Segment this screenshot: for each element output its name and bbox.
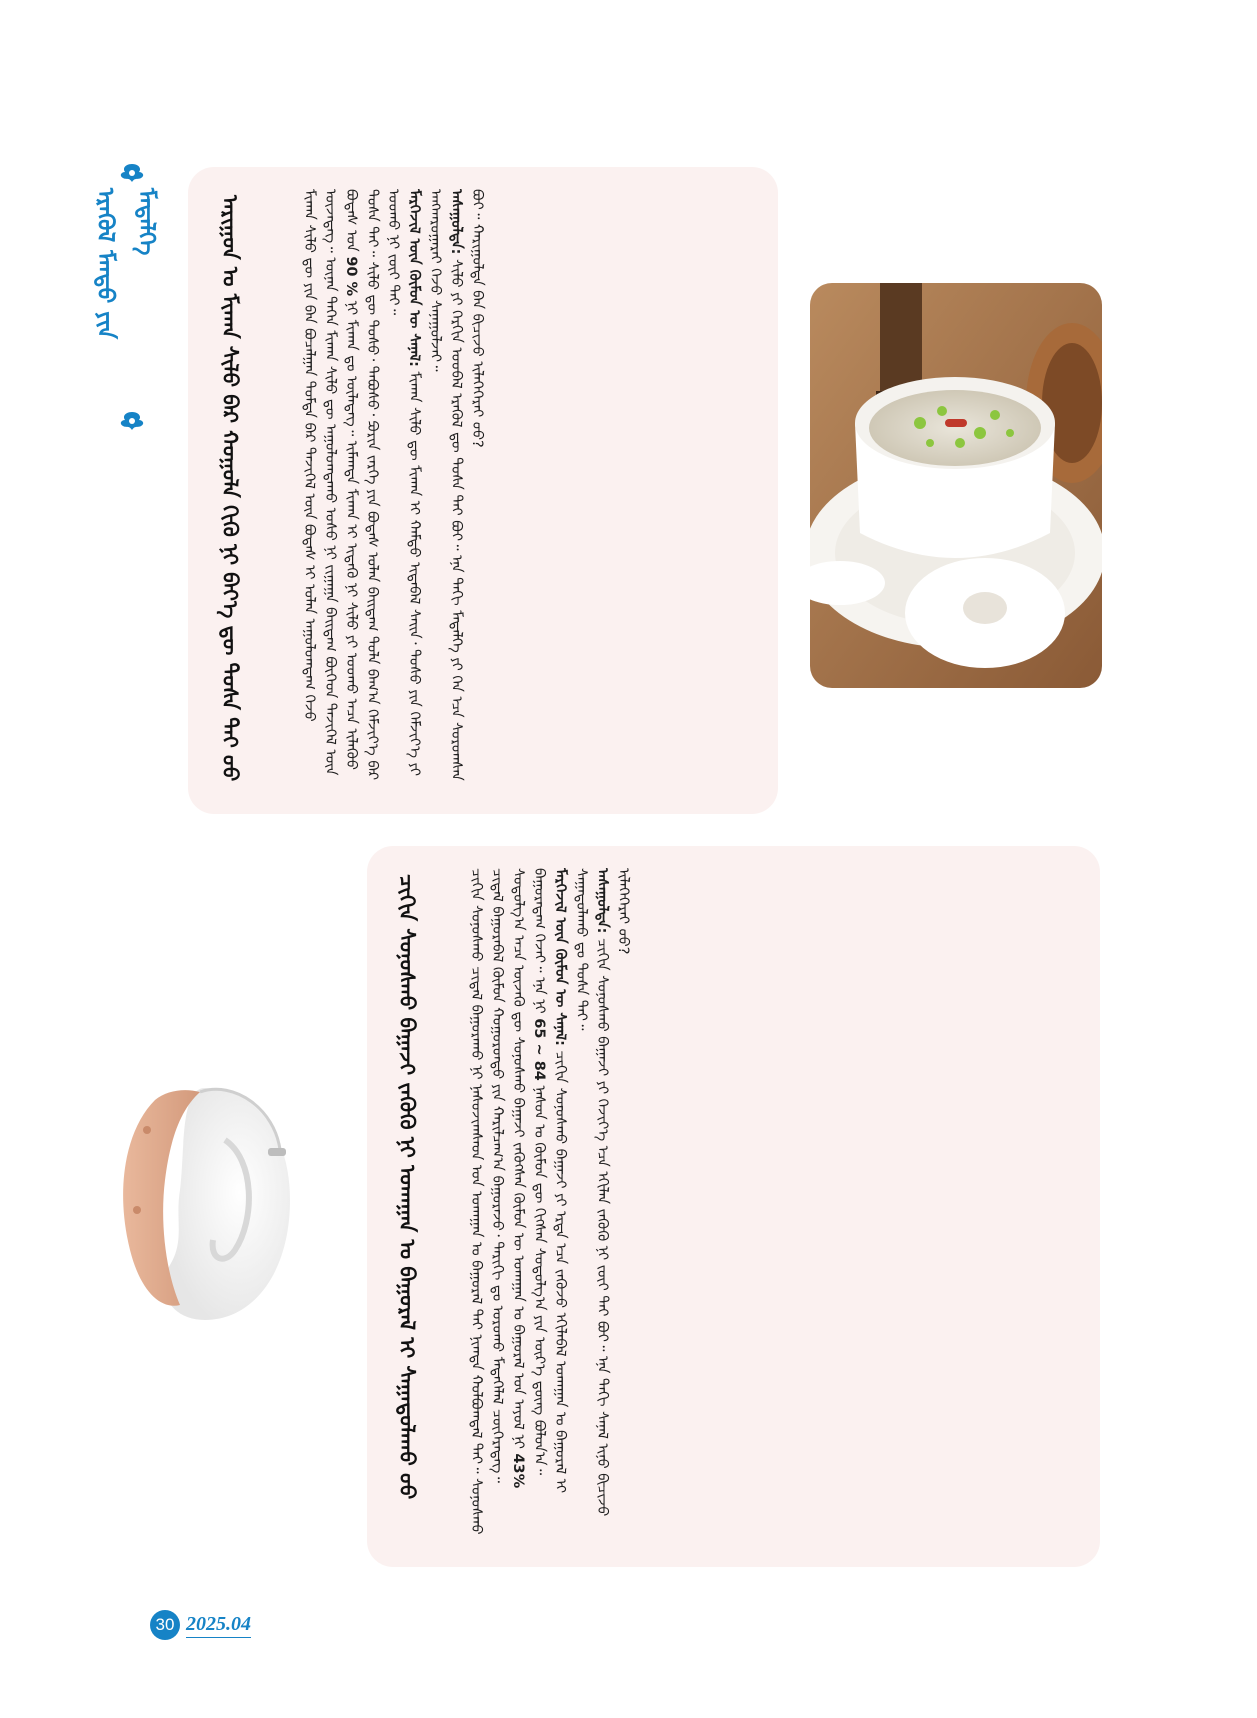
article-panel-soup — [188, 167, 778, 814]
article-body — [465, 868, 1076, 1543]
expert-text: ᠴᠢᠬᠢᠨ ᠰᠣᠨᠣᠰᠬᠤ ᠪᠠᠭᠠᠵᠢ ᠶᠢ ᠡᠷᠲᠡ ᠡᠴᠡ ᠵᠡᠭᠦᠵᠦ ᠡᠬᠢᠯᠡᠪᠡᠯ ᠤᠬᠠᠭᠠᠨ ᠤ ᠪᠠᠭᠤᠷᠠᠯ ᠢ ᠰᠠᠭᠠᠲᠤᠯᠠᠬᠤ ᠳᠤ ᠲᠤᠰᠠ ᠲᠠᠢ᠃ — [552, 868, 590, 1498]
soup-photo — [810, 283, 1102, 688]
expert-label: ᠮᠡᠷᠭᠡᠵᠢᠯ ᠦᠨ ᠬᠦᠮᠦᠨ ᠦ ᠰᠠᠨᠠᠯ: — [406, 189, 423, 367]
body-text: ᠮᠢᠬᠠᠨ ᠰᠢᠯᠦ ᠳᠦ ᠶᠢᠨ ᠪᠠᠨ ᠪᠤᠴᠠᠯᠭᠠᠨ ᠳᠤᠮᠳᠠ ᠪᠠᠷ ᠲᠡᠵᠢᠭᠡᠯ ᠦᠨ ᠪᠣᠳᠠᠰ ᠢ ᠣᠯᠠᠨ ᠠᠭᠤᠯᠤᠭᠳᠠᠭ ᠭᠡᠵᠦ ᠦᠵᠡᠳᠡᠭ᠃ ᠦᠨᠡᠨ ᠳᠡᠭᠡᠨ ᠮᠢᠬᠠᠨ ᠰᠢᠯᠦ ᠳᠦ ᠠᠭᠤᠯᠤᠭᠳᠠᠬᠤ ᠤᠰᠤ ᠨᠢ ᠵᠢᠭᠠᠭᠠ ᠪᠠᠢᠳᠠᠭ ᠪᠥᠭᠡᠳ ᠲᠡᠵᠢᠭᠡᠯ ᠦᠨ ᠪᠣᠳᠠᠰ ᠤᠨ — [301, 189, 360, 780]
body-text: ᠪᠠᠭᠤᠷᠠᠳᠠᠭ ᠭᠡᠵᠡᠢ᠃ ᠡᠨᠡ ᠨᠢ — [531, 868, 548, 1014]
body-text: ᠴᠢᠬᠢᠨ ᠰᠣᠨᠣᠰᠬᠤ ᠴᠢᠳᠠᠯ ᠪᠠᠭᠤᠷᠠᠬᠤ ᠨᠢ ᠨᠠᠰᠤᠵᠢᠭᠰᠠᠳ ᠤᠨ ᠤᠬᠠᠭᠠᠨ ᠤ ᠪᠠᠭᠤᠷᠠᠯ ᠲᠠᠢ ᠨᠢᠭᠲᠠ ᠬᠣᠯᠪᠣᠭᠳᠠᠯ ᠲᠠᠢ᠃ ᠰᠣᠨᠣᠰᠬᠤ ᠴᠢᠳᠠᠯ ᠪᠠᠭᠤᠷᠠᠪᠠᠯ ᠬᠦᠮᠦᠨ ᠬᠣᠭᠣᠷᠣᠨᠳᠣ ᠶᠢᠨ ᠬᠠᠷᠢᠯᠴᠠᠭ᠎ᠠ ᠪᠠᠭᠤᠷᠠᠵᠤ᠂ ᠲᠠᠷᠢᠬᠢ ᠳᠤ ᠣᠷᠣᠬᠤ ᠮᠡᠳᠡᠭᠡᠯᠡᠯ ᠴᠥᠭᠡᠷᠡᠳᠡᠭ᠃ ᠰᠤᠳᠤᠯᠭ᠎ᠠ ᠠᠴᠠ ᠦᠵᠡᠬᠦ ᠳᠦ ᠰᠣᠨᠣᠰᠬᠤ ᠪᠠᠭᠠᠵᠢ ᠵᠡᠭᠦᠭᠰᠡᠨ ᠬᠦᠮᠦᠨ ᠦ ᠤᠬᠠᠭᠠᠨ ᠤ ᠪᠠᠭᠤᠷᠠᠯ ᠤᠨ ᠠᠶᠤᠯ ᠨᠢ — [468, 868, 527, 1540]
question-text: ᠴᠢᠬᠢᠨ ᠰᠣᠨᠣᠰᠬᠤ ᠪᠠᠭᠠᠵᠢ ᠶᠢ ᠬᠡᠵᠢᠶ᠎ᠡ ᠡᠴᠡ ᠡᠬᠢᠯᠡᠨ ᠵᠡᠭᠦᠬᠦ ᠨᠢ ᠵᠦᠢ ᠲᠡᠢ ᠪᠤᠢ᠃ ᠡᠨᠡ ᠲᠠᠬᠢ ᠰᠠᠨᠠᠯ ᠢᠨᠦ ᠪᠢᠴᠢᠵᠦ ᠢᠯᠡᠭᠡᠭᠡᠷᠡᠢ ᠦᠦ? — [594, 868, 632, 1521]
percentage-value: 90 % — [343, 256, 360, 297]
expert-label: ᠮᠡᠷᠭᠡᠵᠢᠯ ᠦᠨ ᠬᠦᠮᠦᠨ ᠦ ᠰᠠᠨᠠᠯ: — [552, 868, 569, 1046]
page-footer — [150, 1610, 251, 1640]
ornament-icon — [117, 410, 147, 432]
question-label: ᠠᠰᠠᠭᠤᠯᠲᠠ: — [448, 189, 465, 255]
hearing-aid-photo — [85, 1070, 310, 1340]
page-number: 30 — [150, 1610, 180, 1640]
bowl-of-soup-icon — [810, 283, 1102, 688]
article-heading: ᠠᠷᠢᠭᠤᠨ ᠤ ᠮᠢᠬᠠᠨ ᠰᠢᠯᠦ ᠪᠠᠷ ᠬᠣᠭᠣᠯᠠ ᠬᠢᠬᠦ ᠨᠢ ᠪᠡᠶ᠎ᠡ ᠳᠦ ᠲᠤᠰᠠ ᠲᠠᠢ ᠦᠦ — [218, 195, 242, 782]
hearing-aid-icon — [85, 1070, 310, 1340]
age-range-value: 65 ~ 84 — [531, 1018, 548, 1081]
section-title: ᠡᠷᠡᠭᠦᠯ ᠮᠡᠨᠳᠦ ᠶᠢᠨ ᠮᠡᠳᠡᠯᠭᠡ — [92, 188, 159, 340]
ornament-icon — [117, 162, 147, 184]
question-text: ᠰᠢᠯᠦ ᠶᠢ ᠬᠡᠷᠬᠢᠨ ᠤᠤᠪᠠᠯ ᠡᠷᠡᠭᠦᠯ ᠳᠦ ᠲᠤᠰᠠ ᠲᠠᠢ ᠪᠣᠢ᠃ ᠡᠨᠡ ᠲᠠᠬᠢ ᠮᠡᠳᠡᠯᠭᠡ ᠶᠢ ᠬᠡᠨ ᠡᠴᠡ ᠰᠤᠷᠤᠭᠰᠠᠨ ᠪᠤᠢ᠃ ᠬᠠᠷᠢᠭᠤᠯᠲᠠ ᠪᠡᠨ ᠪᠢᠴᠢᠵᠦ ᠢᠯᠡᠭᠡᠭᠡᠷᠡᠢ ᠦᠦ? — [448, 189, 486, 786]
article-panel-hearing — [367, 846, 1100, 1567]
expert-text: ᠮᠢᠬᠠᠨ ᠰᠢᠯᠦ ᠳᠦ ᠮᠢᠬᠠᠨ ᠢ ᠬᠠᠮᠲᠤ ᠢᠳᠡᠪᠡᠯ ᠰᠠᠢᠨ᠂ ᠲᠣᠰᠤ ᠶᠢᠨ ᠬᠡᠮᠵᠢᠶ᠎ᠡ ᠶᠢ ᠠᠩᠬᠠᠷᠤᠭᠠᠷᠠᠢ ᠭᠡᠵᠦ ᠰᠠᠨᠠᠭᠤᠯᠵᠠᠢ᠃ — [406, 189, 444, 781]
body-text: ᠨᠢ ᠮᠢᠬᠠᠨ ᠳᠤ ᠦᠯᠡᠳᠡᠭ᠃ ᠢᠮᠠᠭᠲᠠ ᠮᠢᠬᠠᠨ ᠢ ᠢᠳᠡᠬᠦ ᠨᠢ ᠰᠢᠯᠦ ᠶᠢ ᠤᠤᠬᠤ ᠠᠴᠠ ᠢᠯᠡᠭᠦᠦ ᠲᠤᠰᠠ ᠲᠠᠢ᠃ ᠰᠢᠯᠦ ᠳᠦ ᠲᠣᠰᠤ᠂ ᠳᠠᠪᠤᠰᠤ᠂ ᠫᠤᠷᠢᠨ ᠵᠡᠷᠭᠡ ᠶᠢᠨ ᠪᠣᠳᠠᠰ ᠣᠯᠠᠨ ᠪᠠᠢᠳᠠᠭ ᠲᠤᠯᠠ ᠪᠠᠭ᠎ᠠ ᠬᠡᠮᠵᠢᠶ᠎ᠡ ᠪᠡᠷ ᠤᠤᠬᠤ ᠨᠢ ᠵᠦᠢ ᠲᠡᠢ᠃ — [343, 189, 402, 785]
issue-number: 2025.04 — [186, 1613, 251, 1638]
article-body — [298, 189, 756, 790]
percentage-value: 43% — [510, 1453, 527, 1489]
question-label: ᠠᠰᠠᠭᠤᠯᠲᠠ: — [594, 868, 611, 934]
section-header — [92, 162, 159, 432]
body-text: ᠨᠠᠰᠤᠨ ᠤ ᠬᠦᠮᠦᠨ ᠳᠦ ᠬᠢᠭᠰᠡᠨ ᠰᠤᠳᠤᠯᠭ᠎ᠠ ᠶᠢᠨ ᠦᠷ᠎ᠡ ᠳ᠋ᠦᠩ ᠪᠣᠯᠤᠨ᠎ᠠ᠃ — [531, 1085, 548, 1476]
article-heading: ᠴᠢᠬᠢᠨ ᠰᠣᠨᠣᠰᠬᠤ ᠪᠠᠭᠠᠵᠢ ᠵᠡᠭᠦᠬᠦ ᠨᠢ ᠤᠬᠠᠭᠠᠨ ᠤ ᠪᠠᠭᠤᠷᠠᠯ ᠢ ᠰᠠᠭᠠᠲᠤᠯᠠᠬᠤ ᠦᠦ — [395, 874, 419, 1500]
